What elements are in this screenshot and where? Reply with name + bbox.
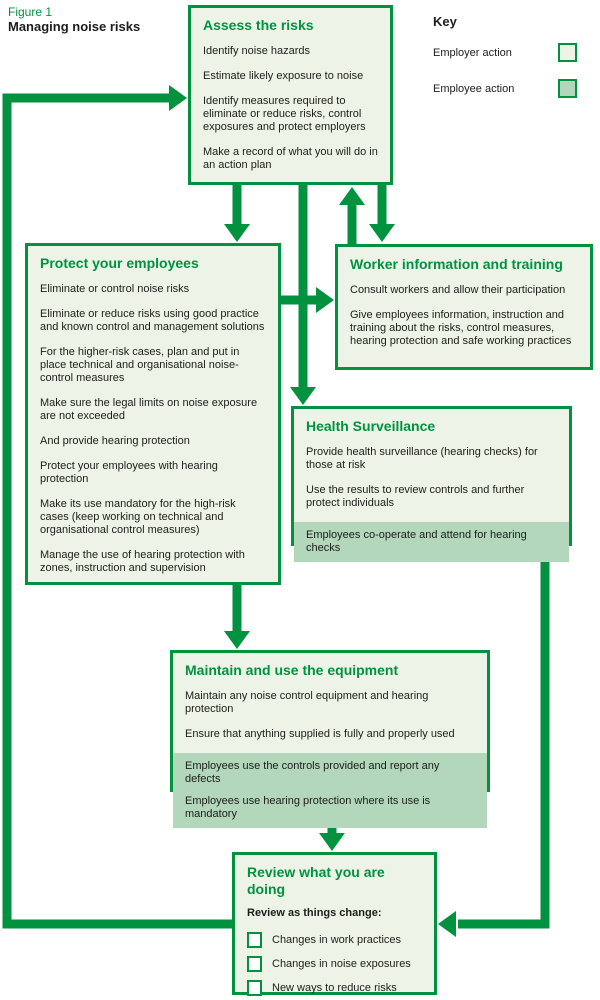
employee-action-swatch bbox=[558, 79, 577, 98]
checkbox-changes-in-noise-exposures bbox=[247, 956, 262, 972]
assess-item: Make a record of what you will do in an action plan bbox=[203, 146, 378, 171]
protect-item: Eliminate or control noise risks bbox=[40, 283, 190, 295]
connector-assess-to-health bbox=[290, 183, 316, 405]
health-employer-item: Use the results to review controls and further protect individuals bbox=[306, 484, 525, 509]
node-title: Health Surveillance bbox=[306, 418, 436, 434]
node-title: Assess the risks bbox=[203, 17, 314, 33]
health-employee-band bbox=[294, 522, 569, 562]
legend-employer-label: Employer action bbox=[433, 46, 512, 59]
node-worker-information-and-training bbox=[335, 244, 593, 370]
maintain-employee-item: Employees use the controls provided and report any defects bbox=[185, 760, 440, 785]
legend-row-employer bbox=[433, 43, 577, 62]
legend-title: Key bbox=[433, 14, 457, 29]
checkbox-changes-in-work-practices bbox=[247, 932, 262, 948]
worker-item: Give employees information, instruction and training about the risks, control measures, hearing protection and safe working practices bbox=[350, 309, 572, 347]
node-title: Protect your employees bbox=[40, 255, 199, 271]
protect-item: Eliminate or reduce risks using good practice and known control and management solutions bbox=[40, 308, 265, 333]
node-title: Review what you are doing bbox=[247, 864, 385, 897]
node-maintain-and-use-the-equipment bbox=[170, 650, 490, 820]
assess-item: Estimate likely exposure to noise bbox=[203, 70, 364, 82]
health-employer-item: Provide health surveillance (hearing checks) for those at risk bbox=[306, 446, 538, 471]
maintain-employee-band bbox=[173, 753, 487, 828]
protect-item: And provide hearing protection bbox=[40, 435, 190, 447]
page-title: Managing noise risks bbox=[8, 19, 141, 34]
connector-assess-to-worker bbox=[369, 183, 395, 242]
node-protect-your-employees bbox=[25, 243, 281, 585]
protect-item: Protect your employees with hearing protection bbox=[40, 460, 218, 485]
legend-row-employee bbox=[433, 79, 577, 98]
protect-item: Manage the use of hearing protection with zones, instruction and supervision bbox=[40, 549, 245, 574]
checkbox-label: Changes in work practices bbox=[272, 934, 402, 946]
connector-assess-to-protect bbox=[224, 183, 250, 242]
node-review-what-you-are-doing bbox=[232, 852, 437, 995]
worker-item: Consult workers and allow their participation bbox=[350, 284, 566, 296]
node-title: Worker information and training bbox=[350, 256, 563, 272]
review-subtitle: Review as things change: bbox=[247, 907, 382, 919]
legend bbox=[433, 14, 577, 115]
protect-item: Make sure the legal limits on noise exposure are not exceeded bbox=[40, 397, 258, 422]
review-check-row bbox=[247, 956, 422, 972]
node-health-surveillance bbox=[291, 406, 572, 554]
figure-label: Figure 1 bbox=[8, 5, 53, 19]
node-assess-the-risks bbox=[188, 5, 393, 185]
checkbox-label: New ways to reduce risks bbox=[272, 982, 397, 994]
review-check-row bbox=[247, 932, 422, 948]
checkbox-label: Changes in noise exposures bbox=[272, 958, 411, 970]
protect-item: Make its use mandatory for the high-risk cases (keep working on technical and organisational control measures) bbox=[40, 498, 236, 536]
checkbox-new-ways-to-reduce-risks bbox=[247, 980, 262, 996]
employer-action-swatch bbox=[558, 43, 577, 62]
connector-protect-to-maintain bbox=[224, 583, 250, 649]
assess-item: Identify measures required to eliminate or reduce risks, control exposures and protect employers bbox=[203, 95, 366, 133]
legend-employee-label: Employee action bbox=[433, 82, 515, 95]
protect-item: For the higher-risk cases, plan and put in place technical and organisational noise-control measures bbox=[40, 346, 240, 384]
connector-worker-to-assess bbox=[339, 187, 365, 245]
maintain-employer-item: Ensure that anything supplied is fully and properly used bbox=[185, 728, 455, 740]
node-title: Maintain and use the equipment bbox=[185, 662, 399, 678]
figure-header bbox=[8, 5, 140, 35]
review-check-row bbox=[247, 980, 422, 996]
assess-item: Identify noise hazards bbox=[203, 45, 311, 57]
health-employee-item: Employees co-operate and attend for hearing checks bbox=[306, 529, 527, 554]
maintain-employee-item: Employees use hearing protection where its use is mandatory bbox=[185, 795, 431, 820]
maintain-employer-item: Maintain any noise control equipment and hearing protection bbox=[185, 690, 429, 715]
